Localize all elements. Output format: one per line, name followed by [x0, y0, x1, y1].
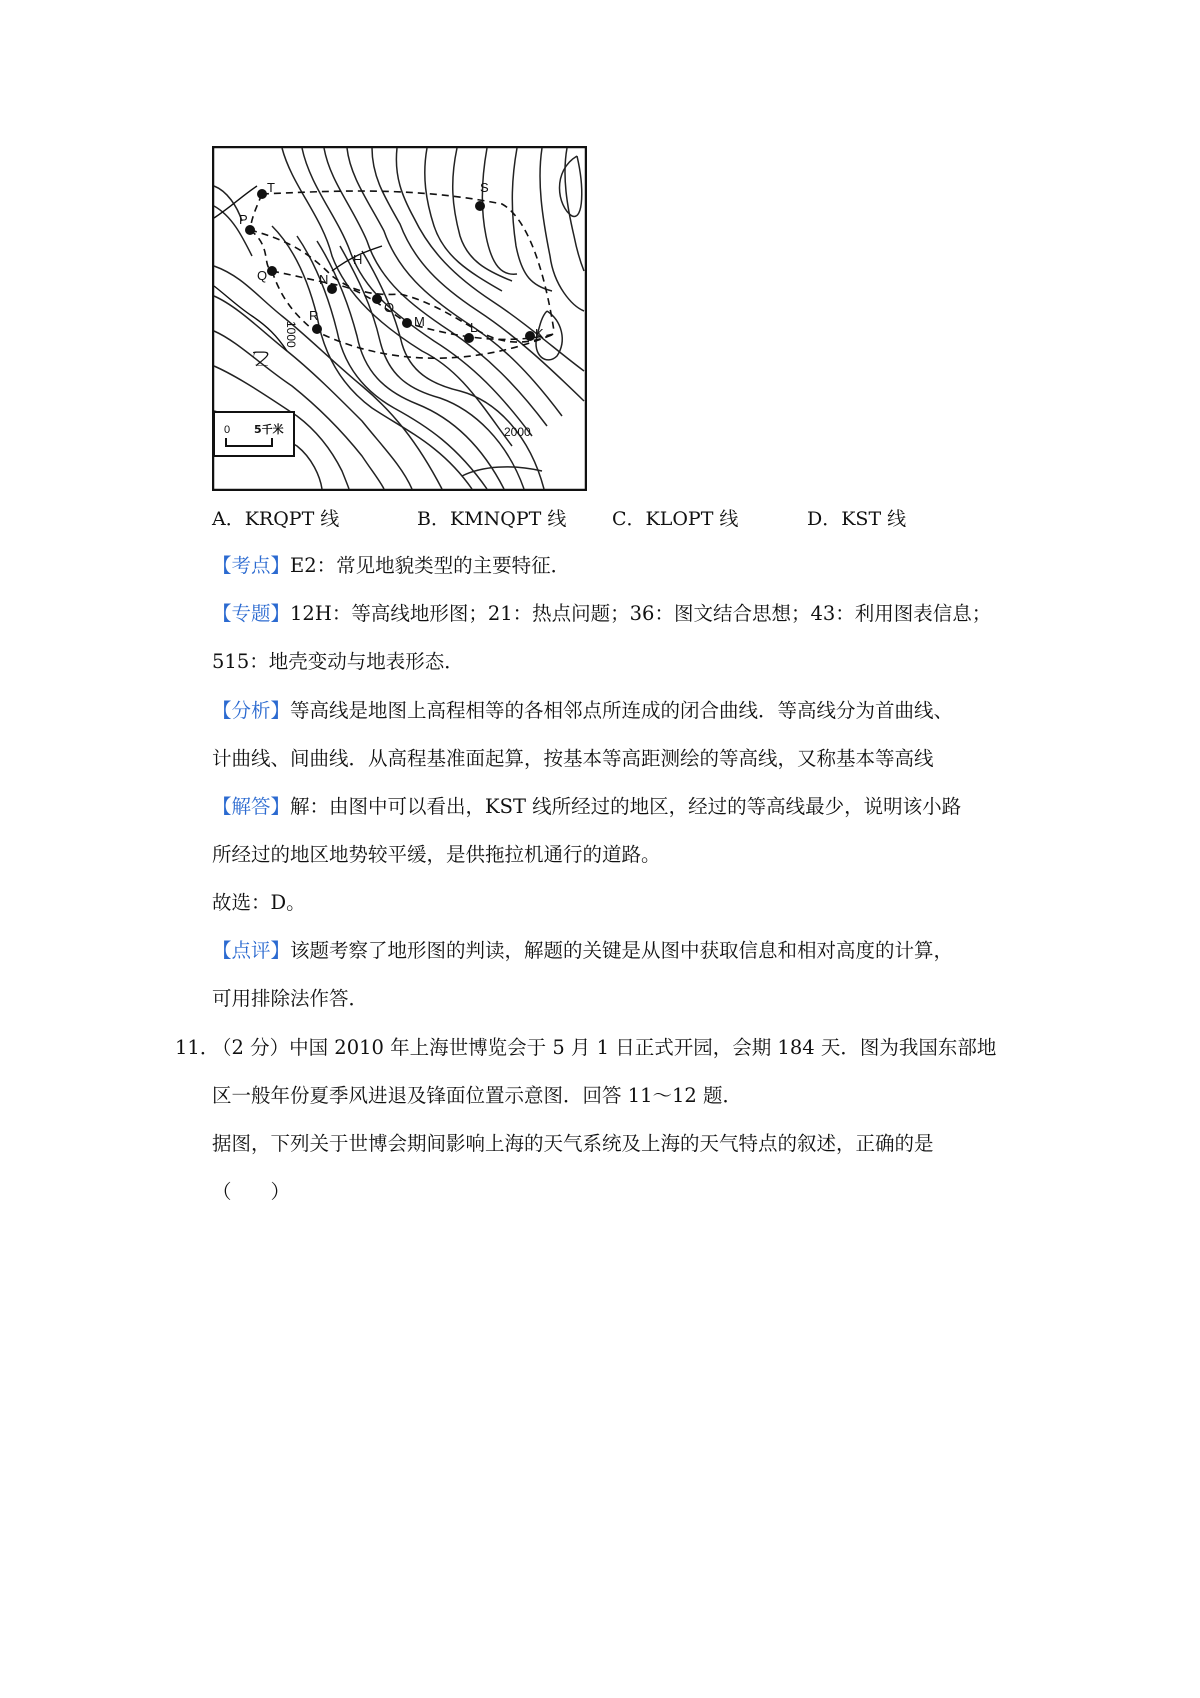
- point-label-l: L: [470, 320, 478, 335]
- point-label-h: H: [353, 252, 363, 267]
- point-label-q: Q: [257, 268, 268, 283]
- scale-bar: [214, 412, 294, 456]
- point-label-n: N: [319, 272, 329, 287]
- question-11-number: 11．: [175, 1036, 220, 1059]
- point-s-marker: [475, 201, 485, 211]
- zhuanti-tag: 【专题】: [212, 602, 291, 625]
- point-t-marker: [257, 189, 267, 199]
- point-n-marker: [327, 284, 337, 294]
- jieda-line-1: [212, 792, 961, 822]
- option-c: C．KLOPT 线: [612, 508, 739, 530]
- point-label-k: K: [535, 326, 544, 341]
- contour-map: [212, 146, 587, 491]
- question-11-line-3: 据图，下列关于世博会期间影响上海的天气系统及上海的天气特点的叙述，正确的是: [212, 1132, 934, 1155]
- question-11-line-4: （ ）: [212, 1180, 291, 1203]
- fenxi-line-1: [212, 696, 953, 726]
- option-a: A．KRQPT 线: [212, 508, 340, 530]
- kaodian-text: E2：常见地貌类型的主要特征．: [290, 554, 571, 577]
- scale-end: 5千米: [254, 423, 284, 436]
- zhuanti-text-1: 12H：等高线地形图；21：热点问题；36：图文结合思想；43：利用图表信息；: [290, 602, 992, 625]
- dianping-line-2: 可用排除法作答．: [212, 987, 369, 1010]
- place-label-yi: 乙: [252, 347, 270, 368]
- zhuanti-line-2: 515：地壳变动与地表形态．: [212, 650, 464, 673]
- point-label-t: T: [267, 180, 275, 195]
- point-label-p: P: [239, 212, 248, 227]
- jieda-text-1: 解：由图中可以看出，KST 线所经过的地区，经过的等高线最少，说明该小路: [290, 795, 962, 818]
- point-o-marker: [372, 294, 382, 304]
- fenxi-text-1: 等高线是地图上高程相等的各相邻点所连成的闭合曲线．等高线分为首曲线、: [290, 699, 954, 722]
- option-b: B．KMNQPT 线: [417, 508, 567, 530]
- jieda-tag: 【解答】: [212, 795, 291, 818]
- question-11-line-1: （2 分）中国 2010 年上海世博览会于 5 月 1 日正式开园，会期 184 天．图为我国东部地: [212, 1036, 997, 1059]
- option-d: D．KST 线: [807, 508, 907, 530]
- fenxi-line-2: 计曲线、间曲线．从高程基准面起算，按基本等高距测绘的等高线，又称基本等高线: [212, 747, 934, 770]
- point-r-marker: [312, 324, 322, 334]
- kaodian-tag: 【考点】: [212, 554, 291, 577]
- question-11-line-2: 区一般年份夏季风进退及锋面位置示意图．回答 11～12 题．: [212, 1084, 743, 1107]
- dianping-text-1: 该题考察了地形图的判读，解题的关键是从图中获取信息和相对高度的计算，: [290, 939, 954, 962]
- point-k-marker: [525, 331, 535, 341]
- zhuanti-line-1: [212, 599, 991, 629]
- kaodian-line: [212, 551, 570, 581]
- dianping-line-1: [212, 936, 953, 966]
- answer-options: [212, 500, 1012, 534]
- point-label-o: O: [384, 300, 395, 315]
- point-label-m: M: [414, 314, 425, 329]
- point-m-marker: [402, 318, 412, 328]
- scale-start: 0: [224, 424, 231, 436]
- contour-label-2000: 2000: [504, 425, 531, 439]
- point-q-marker: [267, 266, 277, 276]
- contour-map-figure: [212, 146, 587, 491]
- dianping-tag: 【点评】: [212, 939, 291, 962]
- point-label-r: R: [309, 308, 319, 323]
- fenxi-tag: 【分析】: [212, 699, 291, 722]
- contour-label-1000: 1000: [284, 321, 298, 348]
- answer-line: 故选：D。: [212, 891, 306, 914]
- point-label-s: S: [480, 180, 489, 195]
- jieda-line-2: 所经过的地区地势较平缓，是供拖拉机通行的道路。: [212, 843, 661, 866]
